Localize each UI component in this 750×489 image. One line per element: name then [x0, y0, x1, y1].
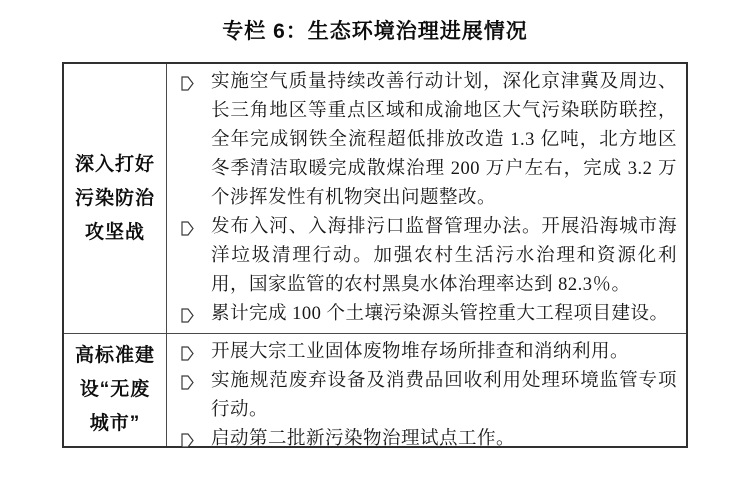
list-item — [167, 367, 677, 425]
table-row-pollution-control — [64, 64, 686, 333]
row-label-line: 设“无废 — [79, 379, 151, 400]
pentagon-right-outline-icon — [181, 76, 194, 91]
list-item — [167, 300, 677, 329]
row-label-line: 城市” — [89, 413, 141, 434]
row-label-line: 污染防治 — [74, 187, 155, 209]
pentagon-right-outline-icon — [181, 346, 194, 361]
list-item-text: 发布入河、入海排污口监督管理办法。开展沿海城市海洋垃圾清理行动。加强农村生活污水治理和资源化利用，国家监管的农村黑臭水体治理率达到 82.3％。 — [211, 217, 677, 295]
pentagon-right-outline-icon — [181, 221, 194, 236]
row-label-line: 深入打好 — [74, 153, 155, 175]
list-item-text: 实施空气质量持续改善行动计划，深化京津冀及周边、长三角地区等重点区域和成渝地区大气污染联防联控，全年完成钢铁全流程超低排放改造 1.3 亿吨，北方地区冬季清洁取暖完成散煤治理 200 万户左右，完成 3.2 万个涉挥发性有机物突出问题整改。 — [211, 72, 677, 208]
list-item-text: 启动第二批新污染物治理试点工作。 — [211, 429, 516, 449]
page-title: 专栏 6：生态环境治理进展情况 — [222, 20, 528, 43]
row-content-pollution-control — [167, 64, 686, 333]
row-label-line: 攻坚战 — [84, 221, 145, 243]
list-item-text: 实施规范废弃设备及消费品回收利用处理环境监管专项行动。 — [211, 371, 677, 420]
row-label-pollution-control — [64, 64, 167, 333]
list-item — [167, 68, 677, 213]
row-label-waste-free-city — [64, 334, 167, 446]
row-label-line: 高标准建 — [74, 345, 155, 366]
row-content-waste-free-city — [167, 334, 686, 449]
pentagon-right-outline-icon — [181, 375, 194, 390]
list-item-text: 开展大宗工业固体废物堆存场所排查和消纳利用。 — [211, 342, 630, 362]
list-item — [167, 338, 677, 367]
table-row-waste-free-city — [64, 333, 686, 449]
progress-table — [62, 62, 688, 448]
pentagon-right-outline-icon — [181, 308, 194, 323]
list-item — [167, 213, 677, 300]
list-item-text: 累计完成 100 个土壤污染源头管控重大工程项目建设。 — [211, 304, 669, 324]
list-item — [167, 425, 677, 454]
pentagon-right-outline-icon — [181, 433, 194, 448]
